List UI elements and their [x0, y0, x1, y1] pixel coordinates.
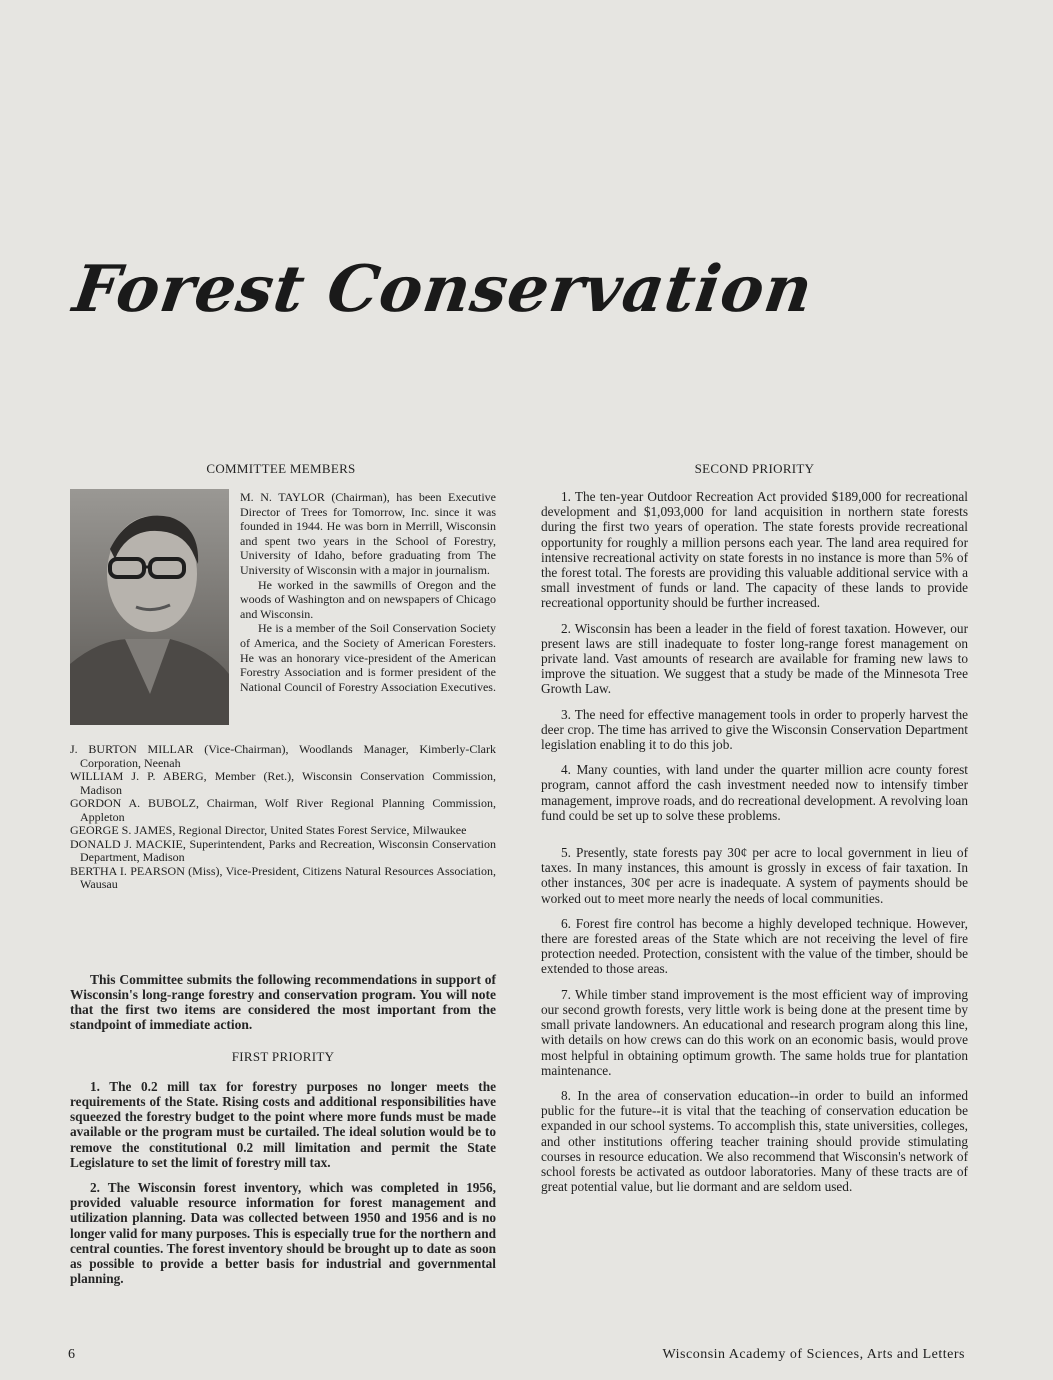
member-item: WILLIAM J. P. ABERG, Member (Ret.), Wisconsin Conservation Commission, Madison: [70, 769, 496, 797]
member-item: DONALD J. MACKIE, Superintendent, Parks and Recreation, Wisconsin Conservation Department, Madison: [70, 836, 496, 864]
member-item: GORDON A. BUBOLZ, Chairman, Wolf River Regional Planning Commission, Appleton: [70, 796, 496, 824]
bio-paragraph: He is a member of the Soil Conservation Society of America, and the Society of American Foresters. He was an honorary vice-president of the American Forestry Association and is former president of the National Council of Forestry Association Executives.: [240, 621, 496, 694]
chairman-portrait-photo: [70, 489, 229, 725]
priority-item: 5. Presently, state forests pay 30¢ per acre to local government in lieu of taxes. In many instances, this amount is grossly in excess of fair taxation. In other instances, 30¢ per acre is inadequate. A system of payments should be worked out to meet more nearly the needs of local communities.: [541, 845, 968, 906]
priority-item: 3. The need for effective management tools in order to properly harvest the deer crop. The time has arrived to give the Wisconsin Conservation Department legislation enabling it to do this job.: [541, 706, 968, 753]
bio-paragraph: He worked in the sawmills of Oregon and the woods of Washington and on newspapers of Chicago and Wisconsin.: [240, 577, 496, 621]
chairman-bio-block: [70, 489, 496, 725]
chairman-bio: [240, 490, 496, 725]
priority-item: 4. Many counties, with land under the quarter million acre county forest program, cannot afford the cash investment needed now to intensify timber management, improve roads, and do recreational development. A revolving loan fund could be set up to solve these problems.: [541, 762, 968, 823]
portrait-image: [70, 489, 229, 725]
priority-item: 2. The Wisconsin forest inventory, which was completed in 1956, provided valuable resource information for forest management and utilization planning. Data was collected between 1950 and 1956 and is no longer valid for many purposes. This is especially true for the northern and central counties. The forest inventory should be brought up to date as soon as possible to provide a better basis for industrial and governmental planning.: [70, 1179, 496, 1287]
right-column: [541, 455, 968, 1204]
first-priority-list: [70, 1079, 496, 1287]
committee-heading: COMMITTEE MEMBERS: [206, 461, 356, 476]
first-priority-heading: FIRST PRIORITY: [231, 1048, 335, 1064]
page-title: Forest Conservation: [68, 252, 818, 327]
second-priority-heading: SECOND PRIORITY: [694, 461, 815, 476]
member-item: BERTHA I. PEARSON (Miss), Vice-President, Citizens Natural Resources Association, Wausau: [70, 863, 496, 891]
member-item: J. BURTON MILLAR (Vice-Chairman), Woodlands Manager, Kimberly-Clark Corporation, Neenah: [70, 742, 496, 770]
page-number: 6: [68, 1347, 75, 1362]
member-item: GEORGE S. JAMES, Regional Director, United States Forest Service, Milwaukee: [70, 823, 467, 837]
second-priority-list: [541, 489, 968, 1194]
publication-credit: Wisconsin Academy of Sciences, Arts and Letters: [662, 1347, 965, 1362]
priority-item: 8. In the area of conservation education--in order to build an informed public for the future--it is vital that the teaching of conservation education be expanded in our school systems. To accomplish this, state universities, colleges, and other institutions offering teacher training should provide stimulating courses in resource education. We also recommend that Wisconsin's network of school forests be activated as outdoor laboratories. Many of these tracts are of great potential value, but lie dormant and are seldom used.: [541, 1087, 968, 1195]
committee-member-list: [70, 743, 496, 892]
priority-item: 1. The ten-year Outdoor Recreation Act provided $189,000 for recreational development and $1,093,000 for land acquisition in northern state forests during the first two years of operation. The state forests provide recreational opportunity for roughly a million persons each year. The land area required for intensive recreational activity on state forests in no instance is more than 5% of the forest total. The forests are providing this valuable additional service with a small investment of funds or land. The capacity of these lands to provide recreational opportunity should be further increased.: [541, 489, 968, 611]
left-column: [70, 455, 496, 1296]
priority-item: 6. Forest fire control has become a highly developed technique. However, there are forested areas of the State which are not receiving the level of fire protection needed. Protection, consistent with the value of the timber, should be extended to those areas.: [541, 915, 968, 977]
priority-item: 2. Wisconsin has been a leader in the field of forest taxation. However, our present laws are still inadequate to foster long-range forest management on private land. Vast amounts of research are available for framing new laws to improve the situation. We suggest that a study be made of the Minnesota Tree Growth Law.: [541, 620, 968, 697]
priority-item: 1. The 0.2 mill tax for forestry purposes no longer meets the requirements of the State. Rising costs and additional responsibilities have squeezed the forestry budget to the point where more funds must be made available or the program must be curtailed. The ideal solution would be to remove the constitutional 0.2 mill limitation and permit the State Legislature to set the limit of forestry mill tax.: [70, 1078, 496, 1170]
bio-paragraph: M. N. TAYLOR (Chairman), has been Executive Director of Trees for Tomorrow, Inc. since it was founded in 1944. He was born in Merrill, Wisconsin and spent two years in the School of Forestry, University of Idaho, before graduating from The University of Wisconsin with a major in journalism.: [240, 490, 496, 577]
intro-paragraph: This Committee submits the following recommendations in support of Wisconsin's long-range forestry and conservation program. You will note that the first two items are considered the most important from the standpoint of immediate action.: [70, 971, 496, 1033]
priority-item: 7. While timber stand improvement is the most efficient way of improving our second growth forests, very little work is being done at the present time by small private landowners. An educational and research program along this line, with details on how crews can do this work on an economic basis, would prove most helpful in obtaining optimum growth. The same holds true for plantation maintenance.: [541, 986, 968, 1078]
